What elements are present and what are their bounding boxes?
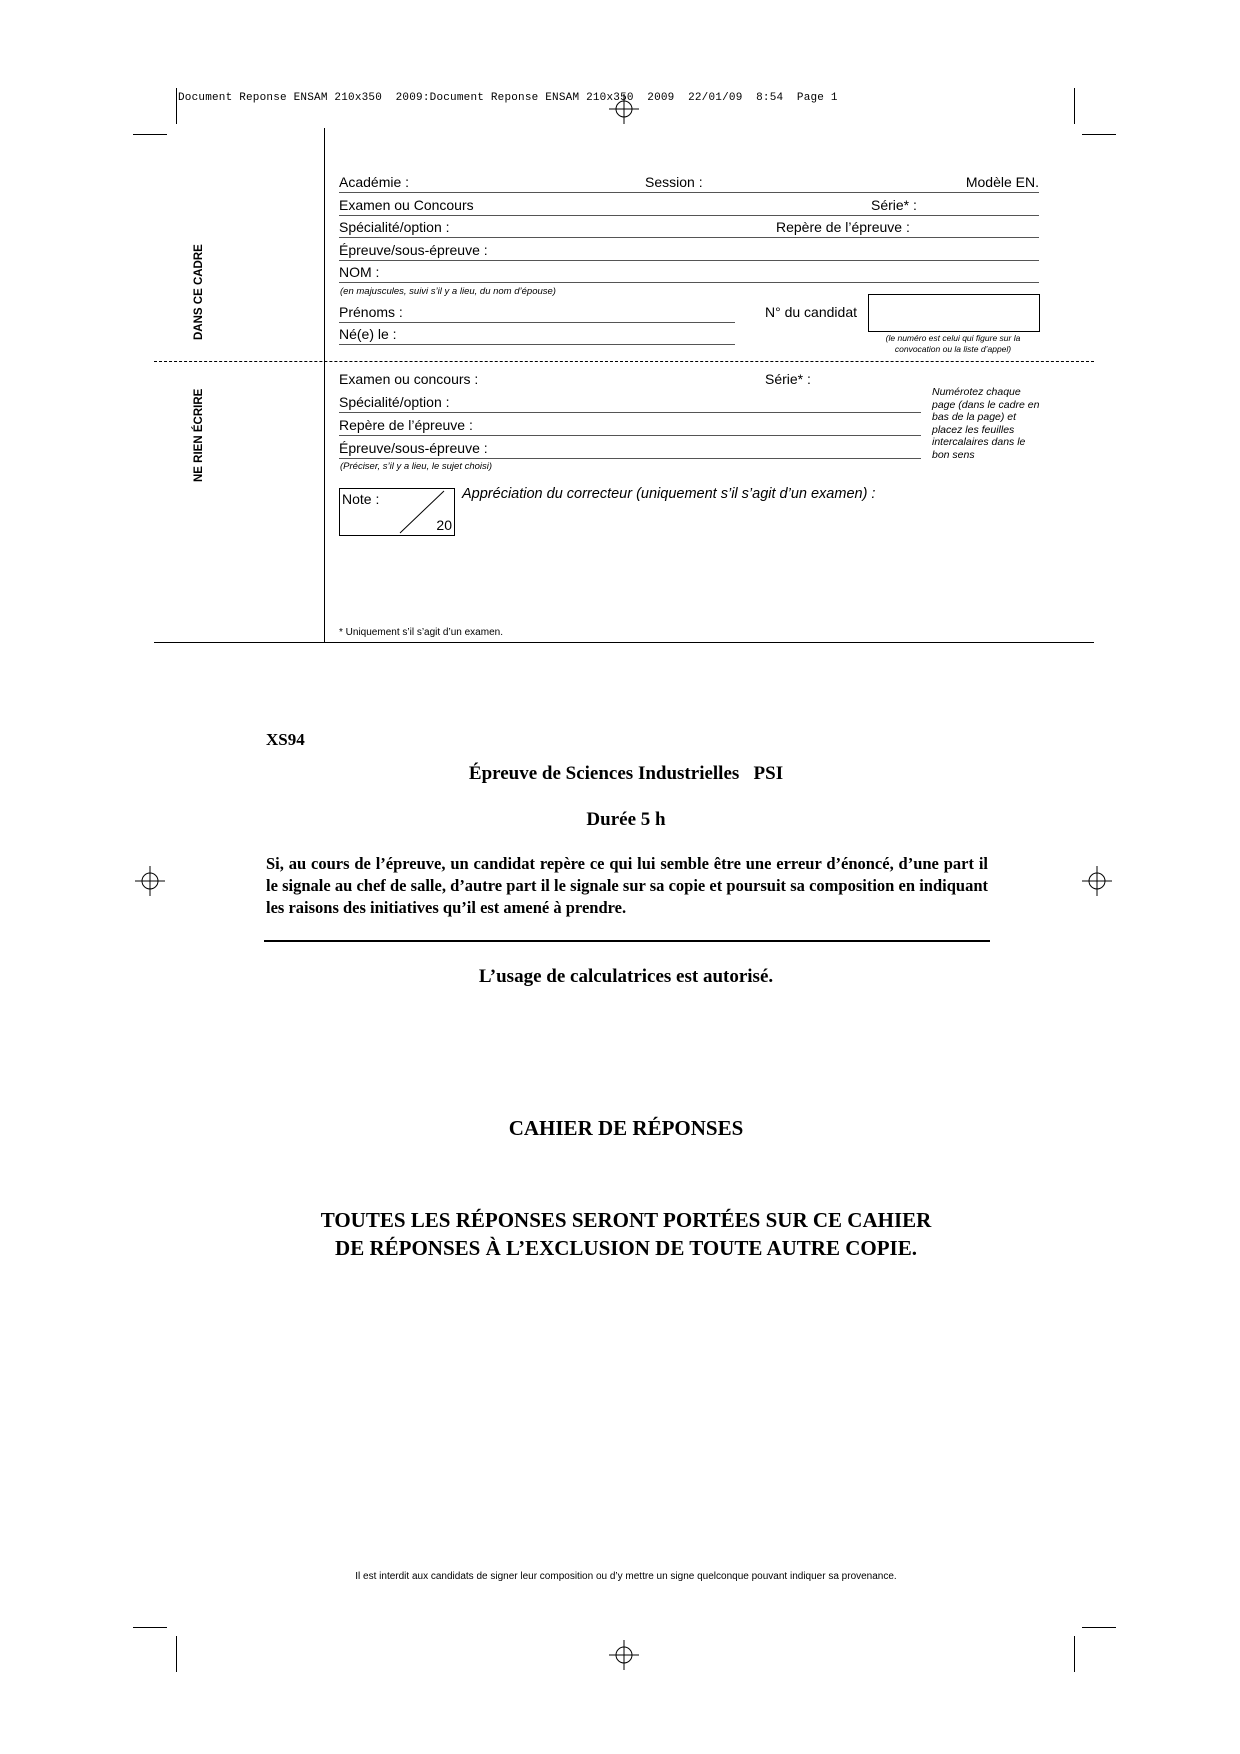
nom-note: (en majuscules, suivi s’il y a lieu, du nom d’épouse) bbox=[340, 286, 556, 297]
field-specialite-bottom-row[interactable] bbox=[339, 394, 921, 413]
footer-notice: Il est interdit aux candidats de signer leur composition ou d’y mettre un signe quelconque pouvant indiquer sa provenance. bbox=[355, 1571, 897, 1582]
registration-mark-icon bbox=[609, 1640, 639, 1670]
field-repere-bottom-row[interactable] bbox=[339, 417, 921, 436]
numerotez-note: Numérotez chaque page (dans le cadre en bas de la page) et placez les feuilles intercalaires dans le bon sens bbox=[932, 386, 1040, 461]
exam-duration: Durée 5 h bbox=[586, 809, 666, 830]
frame-dashed-separator bbox=[154, 361, 1094, 362]
specialite-label: Spécialité/option : bbox=[339, 219, 450, 235]
field-specialite-row[interactable] bbox=[339, 219, 1039, 238]
appreciation-label: Appréciation du correcteur (uniquement s’il s’agit d’un examen) : bbox=[462, 486, 876, 502]
frame-bottom-rule bbox=[154, 642, 1094, 643]
crop-mark bbox=[176, 88, 177, 124]
note-max: 20 bbox=[436, 517, 452, 533]
registration-mark-icon bbox=[135, 866, 165, 896]
academie-label: Académie : bbox=[339, 174, 410, 190]
note-box[interactable] bbox=[339, 488, 455, 536]
print-header: Document Reponse ENSAM 210x350 2009:Document Reponse ENSAM 210x350 2009 22/01/09 8:54 Page 1 bbox=[178, 92, 838, 104]
examen-concours-label: Examen ou Concours bbox=[339, 197, 474, 213]
repere-bottom-label: Repère de l’épreuve : bbox=[339, 417, 473, 433]
crop-mark bbox=[1082, 134, 1116, 135]
epreuve-label: Épreuve/sous-épreuve : bbox=[339, 242, 488, 258]
crop-mark bbox=[1074, 1636, 1075, 1672]
field-epreuve-row[interactable] bbox=[339, 242, 1039, 261]
crop-mark bbox=[133, 1627, 167, 1628]
prenoms-label: Prénoms : bbox=[339, 304, 403, 320]
field-nom-row[interactable] bbox=[339, 264, 1039, 283]
registration-mark-icon bbox=[609, 94, 639, 124]
crop-mark bbox=[133, 134, 167, 135]
footnote: * Uniquement s’il s’agit d’un examen. bbox=[339, 627, 503, 638]
instructions-rule bbox=[264, 940, 990, 942]
repere-label: Repère de l’épreuve : bbox=[776, 219, 910, 235]
exam-instructions: Si, au cours de l’épreuve, un candidat repère ce qui lui semble être une erreur d’énoncé, d’une part il le signale au chef de salle, d’autre part il le signale sur sa copie et poursuit sa composition en indiquant les raisons des initiatives qu’il est amené à prendre. bbox=[266, 854, 988, 917]
modele-label: Modèle EN. bbox=[965, 174, 1039, 190]
field-epreuve-bottom-row[interactable] bbox=[339, 440, 921, 459]
field-academie-row[interactable] bbox=[339, 174, 1039, 193]
serie-bottom-label: Série* : bbox=[765, 371, 811, 387]
specialite-bottom-label: Spécialité/option : bbox=[339, 394, 450, 410]
note-label: Note : bbox=[342, 491, 380, 507]
preciser-note: (Préciser, s’il y a lieu, le sujet choisi) bbox=[340, 461, 493, 472]
num-candidat-label: N° du candidat bbox=[765, 304, 857, 320]
field-prenoms-row[interactable] bbox=[339, 304, 735, 323]
exam-title: Épreuve de Sciences Industrielles PSI bbox=[468, 763, 784, 784]
crop-mark bbox=[176, 1636, 177, 1672]
side-label-bottom: NE RIEN ÉCRIRE bbox=[193, 388, 205, 482]
num-candidat-box[interactable] bbox=[868, 294, 1040, 332]
crop-mark bbox=[1074, 88, 1075, 124]
epreuve-bottom-label: Épreuve/sous-épreuve : bbox=[339, 440, 488, 456]
field-examen-row[interactable] bbox=[339, 197, 1039, 216]
cahier-title: CAHIER DE RÉPONSES bbox=[508, 1116, 744, 1140]
toutes-line-2: DE RÉPONSES À L’EXCLUSION DE TOUTE AUTRE COPIE. bbox=[335, 1236, 917, 1260]
session-label: Session : bbox=[645, 174, 703, 190]
exam-code: XS94 bbox=[266, 730, 305, 749]
field-ne-le-row[interactable] bbox=[339, 326, 735, 345]
calculators-note: L’usage de calculatrices est autorisé. bbox=[478, 966, 774, 987]
registration-mark-icon bbox=[1082, 866, 1112, 896]
num-candidat-note: (le numéro est celui qui figure sur la convocation ou la liste d’appel) bbox=[885, 333, 1021, 354]
crop-mark bbox=[1082, 1627, 1116, 1628]
toutes-line-1: TOUTES LES RÉPONSES SERONT PORTÉES SUR CE CAHIER bbox=[320, 1208, 932, 1232]
side-label-top: DANS CE CADRE bbox=[193, 244, 205, 340]
serie-label: Série* : bbox=[871, 197, 917, 213]
frame-vertical-rule bbox=[324, 128, 325, 642]
ne-le-label: Né(e) le : bbox=[339, 326, 397, 342]
nom-label: NOM : bbox=[339, 264, 380, 280]
examen-concours-bottom-label: Examen ou concours : bbox=[339, 371, 479, 387]
